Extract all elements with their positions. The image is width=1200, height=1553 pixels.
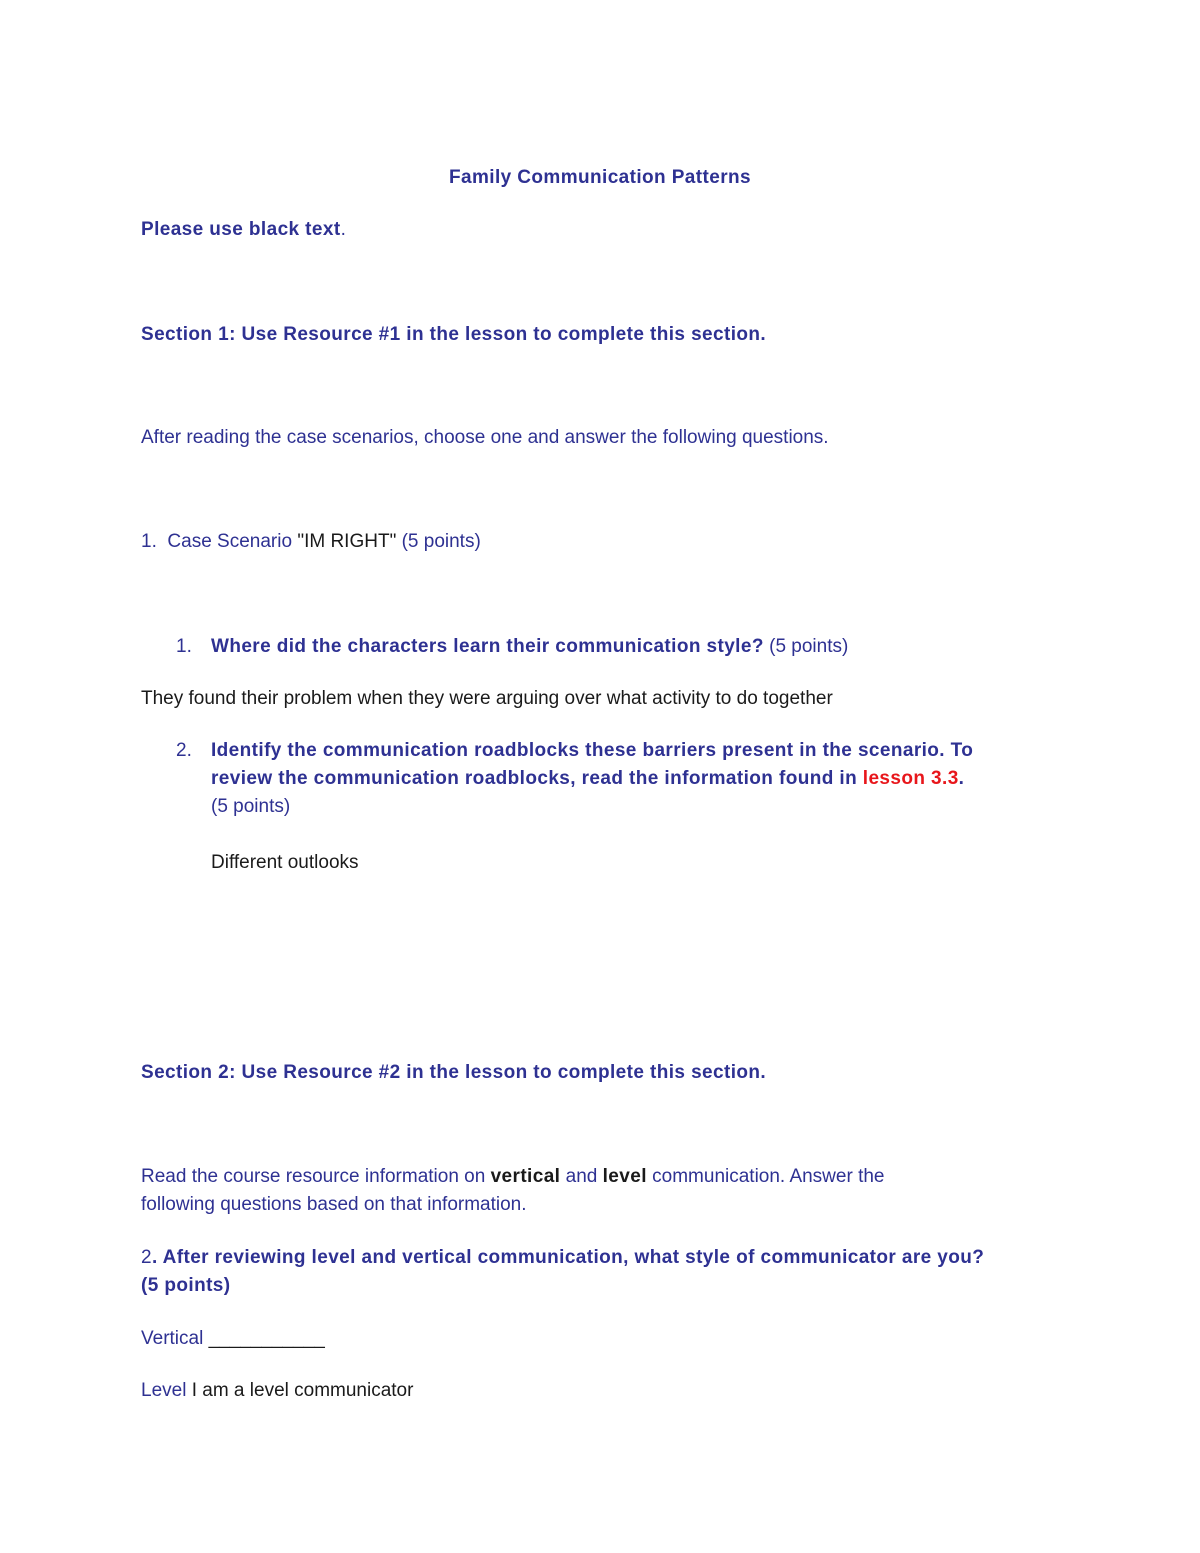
section2-intro-line1: Read the course resource information on vertical and level communication. Answer the: [141, 1166, 885, 1187]
section1-intro: After reading the case scenarios, choose one and answer the following questions.: [141, 427, 829, 448]
section1-heading: Section 1: Use Resource #1 in the lesson to complete this section.: [141, 324, 767, 345]
case-number: 1.: [141, 531, 157, 552]
section2-question: 2. After reviewing level and vertical communication, what style of communicator are you?: [141, 1247, 985, 1268]
case-name: "IM RIGHT": [297, 531, 397, 552]
question-2-line1: Identify the communication roadblocks these barriers present in the scenario. To: [211, 740, 974, 761]
question-1-answer: They found their problem when they were arguing over what activity to do together: [141, 688, 833, 709]
instruction-period: .: [340, 219, 347, 240]
instruction-text: [141, 216, 346, 244]
lesson-reference: lesson 3.3: [862, 768, 959, 789]
page-title: Family Communication Patterns: [449, 167, 751, 188]
level-answer: I am a level communicator: [186, 1380, 414, 1401]
section2-question-number: 2: [141, 1247, 152, 1268]
vertical-term: vertical: [490, 1166, 561, 1187]
section2-heading: Section 2: Use Resource #2 in the lesson to complete this section.: [141, 1062, 767, 1083]
level-label: Level: [141, 1380, 187, 1401]
question-2-answer: Different outlooks: [211, 852, 359, 873]
question-2-period: .: [958, 768, 965, 789]
question-2-number: 2.: [176, 740, 192, 761]
vertical-answer-blank: ___________: [208, 1328, 325, 1349]
question-2-points: (5 points): [211, 796, 291, 817]
level-answer-row: [141, 1377, 413, 1405]
vertical-answer-row: [141, 1325, 325, 1353]
question-1-points: (5 points): [763, 636, 849, 657]
question-2-line2: review the communication roadblocks, read the information found in lesson 3.3.: [211, 768, 965, 789]
case-label: Case Scenario: [167, 531, 298, 552]
level-term: level: [602, 1166, 647, 1187]
case-points: (5 points): [396, 531, 481, 552]
section2-intro-line2: following questions based on that information.: [141, 1194, 527, 1215]
question-1-text: Where did the characters learn their communication style? (5 points): [211, 636, 849, 657]
section2-question-points: (5 points): [141, 1275, 231, 1296]
vertical-label: Vertical: [141, 1328, 209, 1349]
question-1: [176, 633, 849, 661]
instruction-label: Please use black text: [141, 219, 341, 240]
case-scenario-item: [141, 528, 481, 556]
question-1-number: 1.: [176, 636, 192, 657]
